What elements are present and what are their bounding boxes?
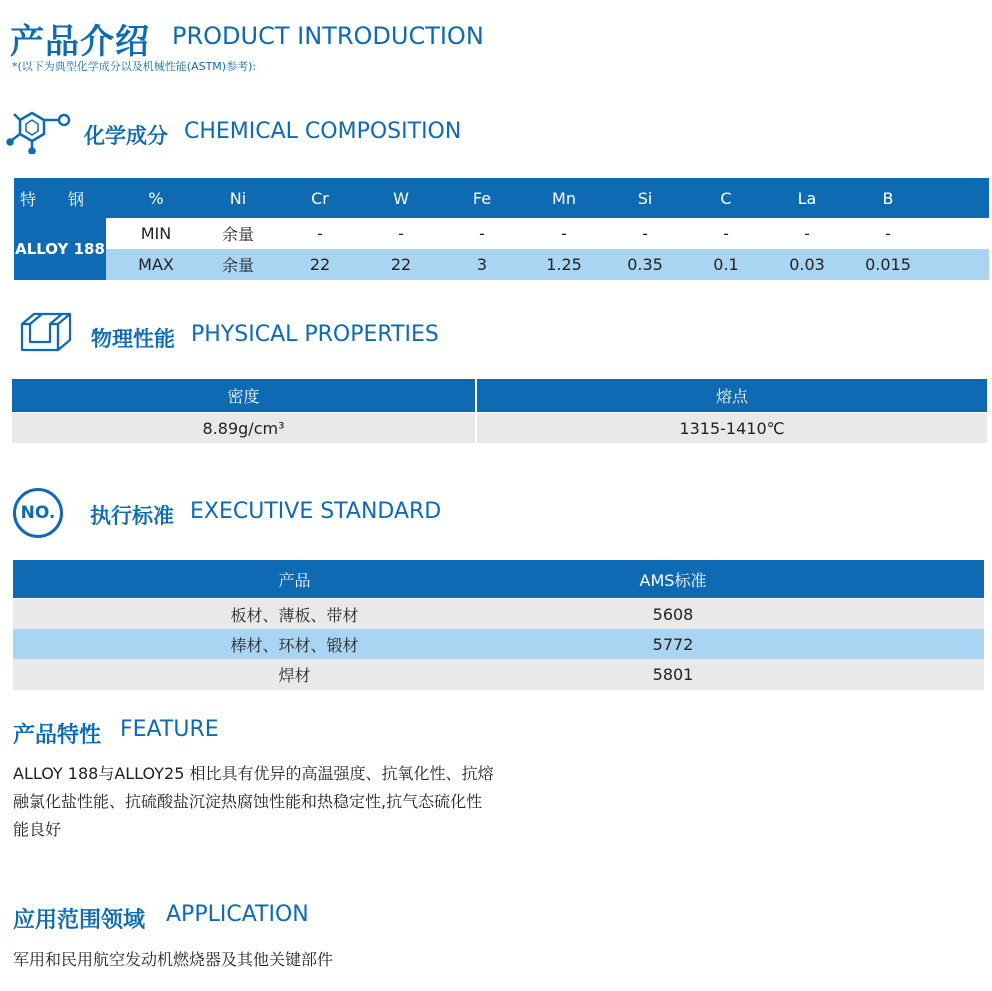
header-cell-w: W: [393, 188, 409, 208]
cell-min-cr: -: [317, 223, 323, 243]
cell-min-ni: 余量: [221, 224, 254, 244]
row-label-max: MAX: [138, 255, 174, 274]
chemical-title-en: CHEMICAL COMPOSITION: [184, 119, 462, 144]
cell-max-fe: 3: [476, 255, 488, 274]
product-cell: 板材、薄板、带材: [230, 605, 359, 625]
feature-line: 能良好: [13, 820, 62, 839]
header-cell-cr: Cr: [311, 188, 329, 208]
product-cell: 棒材、环材、锻材: [230, 635, 359, 655]
header-cell-b: B: [882, 188, 894, 208]
cell-min-mn: -: [561, 223, 567, 243]
standard-title-en: EXECUTIVE STANDARD: [190, 499, 442, 524]
feature-line: ALLOY 188与ALLOY25 相比具有优异的高温强度、抗氧化性、抗熔: [13, 764, 494, 783]
feature-description: [13, 760, 553, 844]
page-title-cn: 产品介绍: [10, 22, 150, 62]
header-cell-si: Si: [637, 188, 653, 208]
physical-title-cn: 物理性能: [91, 327, 175, 351]
physical-title-en: PHYSICAL PROPERTIES: [191, 322, 439, 347]
header-cell-product: 产品: [278, 570, 311, 590]
cell-max-mn: 1.25: [546, 255, 582, 274]
header-cell-c: C: [720, 188, 732, 208]
reference-note: *(以下为典型化学成分以及机械性能(ASTM)参考):: [12, 60, 257, 73]
standard-title-cn: 执行标准: [90, 504, 174, 528]
header-cell-ni: Ni: [229, 188, 247, 208]
product-cell: 焊材: [278, 666, 311, 685]
cell-min-la: -: [804, 223, 810, 243]
alloy-grade-cell: ALLOY 188: [14, 218, 106, 280]
molecule-icon: [6, 108, 74, 154]
ams-cell: 5772: [652, 634, 694, 654]
cell-max-b: 0.015: [865, 255, 911, 274]
feature-line: 融氯化盐性能、抗硫酸盐沉淀热腐蚀性能和热稳定性,抗气态硫化性: [13, 792, 483, 811]
cell-max-la: 0.03: [789, 255, 825, 274]
chemical-table: [14, 178, 989, 282]
header-cell-grade: 特 钢: [20, 189, 85, 209]
cell-max-si: 0.35: [627, 255, 663, 274]
chemical-title-cn: 化学成分: [84, 124, 168, 148]
density-value: 8.89g/cm³: [12, 413, 475, 443]
row-label-min: MIN: [140, 223, 172, 243]
cell-min-c: -: [723, 223, 729, 243]
application-description: 军用和民用航空发动机燃烧器及其他关键部件: [13, 950, 334, 969]
cell-max-ni: 余量: [221, 256, 254, 275]
feature-title-en: FEATURE: [120, 717, 219, 742]
application-title-cn: 应用范围领域: [13, 908, 146, 933]
header-cell-percent: %: [148, 188, 164, 208]
cell-min-si: -: [642, 223, 648, 243]
application-title-en: APPLICATION: [166, 902, 309, 927]
page-title-en: PRODUCT INTRODUCTION: [172, 22, 484, 50]
header-cell-density: 密度: [12, 379, 475, 412]
standard-table: [13, 560, 984, 691]
cell-min-fe: -: [479, 223, 485, 243]
number-badge-text: NO.: [20, 503, 56, 523]
header-cell-melting-point: 熔点: [477, 379, 987, 412]
profile-beam-icon: [18, 310, 74, 356]
header-cell-la: La: [797, 188, 817, 208]
cell-min-b: -: [885, 223, 891, 243]
feature-title-cn: 产品特性: [13, 723, 102, 748]
physical-table: [12, 379, 987, 443]
header-cell-ams: AMS标准: [639, 570, 707, 590]
ams-cell: 5801: [652, 665, 694, 684]
ams-cell: 5608: [652, 604, 694, 624]
melting-point-value: 1315-1410℃: [477, 413, 987, 443]
cell-min-w: -: [398, 223, 404, 243]
cell-max-c: 0.1: [713, 255, 739, 274]
header-cell-fe: Fe: [472, 188, 492, 208]
number-badge-icon: [13, 488, 63, 538]
header-cell-mn: Mn: [552, 188, 576, 208]
cell-max-cr: 22: [309, 255, 331, 274]
cell-max-w: 22: [390, 255, 412, 274]
